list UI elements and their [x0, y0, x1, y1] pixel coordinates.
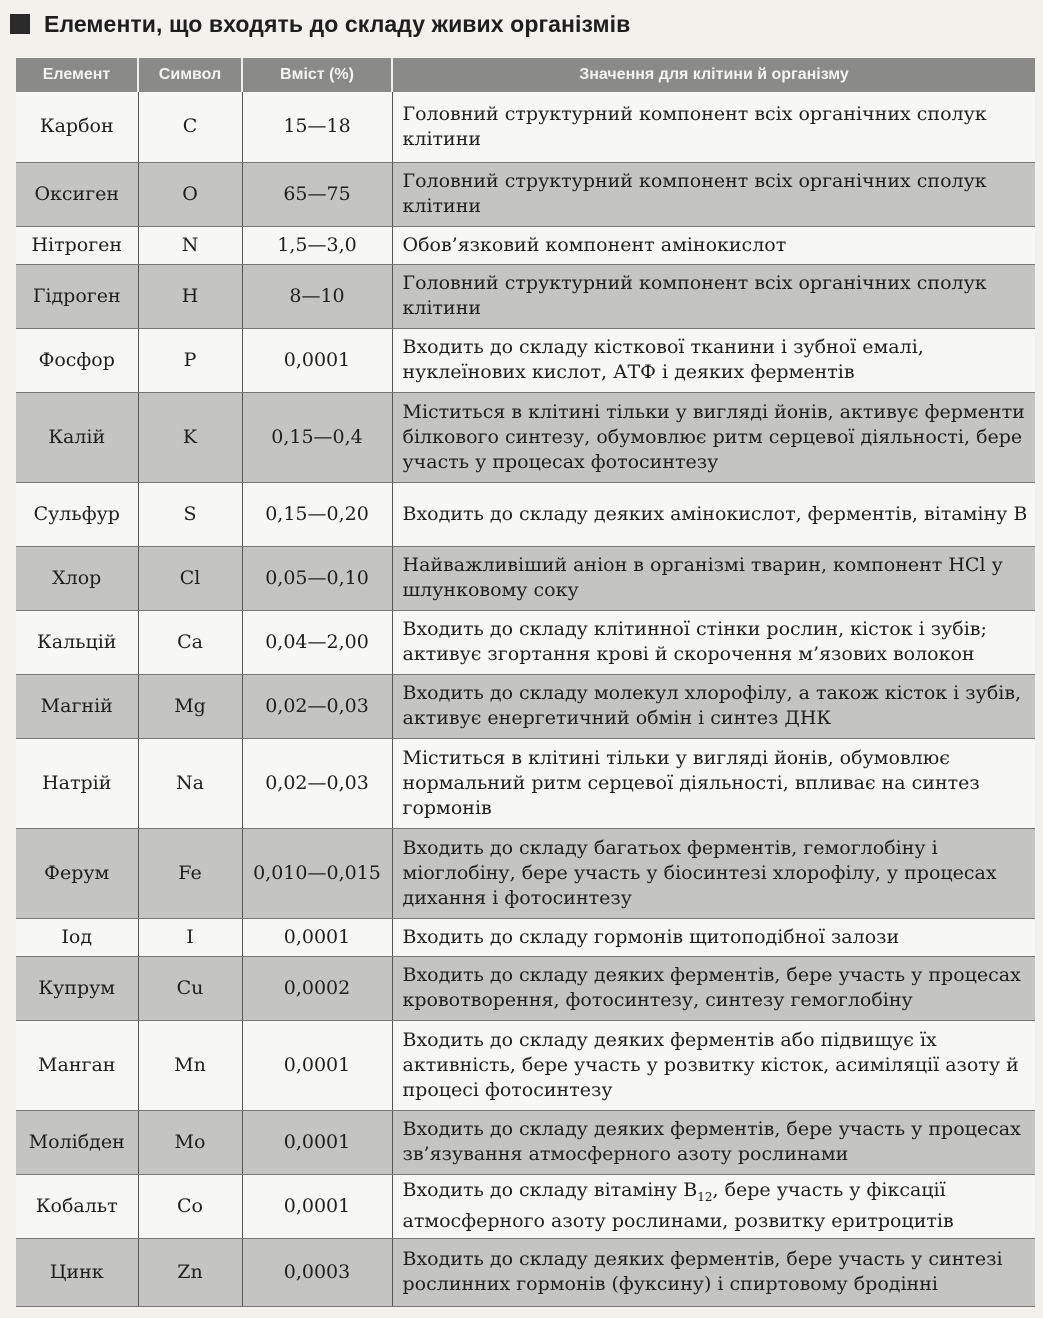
content-cell: 0,0003 — [242, 1238, 392, 1306]
element-cell: Нітроген — [16, 226, 138, 264]
table-row — [16, 1238, 1035, 1306]
table-row — [16, 738, 1035, 828]
table-row — [16, 1110, 1035, 1174]
symbol-cell: K — [138, 392, 242, 482]
role-cell: Міститься в клітині тільки у вигляді йонів, активує ферменти білкового синтезу, обумовлює ритм серцевої діяльності, бере участь у процесах фотосинтезу — [392, 392, 1035, 482]
element-cell: Оксиген — [16, 162, 138, 226]
content-cell: 0,02—0,03 — [242, 738, 392, 828]
header-content: Вміст (%) — [242, 58, 392, 92]
content-cell: 65—75 — [242, 162, 392, 226]
role-cell: Входить до складу клітинної стінки рослин, кісток і зубів; активує згортання крові й скорочення м’язових волокон — [392, 610, 1035, 674]
content-cell: 0,0001 — [242, 1020, 392, 1110]
element-cell: Ферум — [16, 828, 138, 918]
element-cell: Молібден — [16, 1110, 138, 1174]
role-cell: Головний структурний компонент всіх органічних сполук клітини — [392, 92, 1035, 162]
element-cell: Карбон — [16, 92, 138, 162]
header-symbol: Символ — [138, 58, 242, 92]
header-element: Елемент — [16, 58, 138, 92]
content-cell: 0,05—0,10 — [242, 546, 392, 610]
role-cell: Міститься в клітині тільки у вигляді йонів, обумовлює нормальний ритм серцевої діяльності, впливає на синтез гормонів — [392, 738, 1035, 828]
element-cell: Цинк — [16, 1238, 138, 1306]
element-cell: Гідроген — [16, 264, 138, 328]
element-cell: Купрум — [16, 956, 138, 1020]
role-text: , бере участь у фіксації атмосферного азоту рослинами, розвитку еритроцитів — [402, 1178, 954, 1233]
table-row — [16, 918, 1035, 956]
role-cell: Входить до складу багатьох ферментів, гемоглобіну і міоглобіну, бере участь у біосинтезі хлорофілу, у процесах дихання і фотосинтезу — [392, 828, 1035, 918]
content-cell: 0,0001 — [242, 918, 392, 956]
symbol-cell: Co — [138, 1174, 242, 1238]
role-cell: Входить до складу кісткової тканини і зубної емалі, нуклеїнових кислот, АТФ і деяких ферментів — [392, 328, 1035, 392]
symbol-cell: Ca — [138, 610, 242, 674]
table-header-row — [16, 58, 1035, 92]
element-cell: Кобальт — [16, 1174, 138, 1238]
symbol-cell: N — [138, 226, 242, 264]
content-cell: 1,5—3,0 — [242, 226, 392, 264]
role-cell: Входить до складу гормонів щитоподібної залози — [392, 918, 1035, 956]
symbol-cell: Cu — [138, 956, 242, 1020]
symbol-cell: O — [138, 162, 242, 226]
table-row — [16, 392, 1035, 482]
element-cell: Магній — [16, 674, 138, 738]
table-row — [16, 610, 1035, 674]
table-row — [16, 546, 1035, 610]
content-cell: 0,15—0,20 — [242, 482, 392, 546]
role-cell: Входить до складу деяких ферментів, бере участь у процесах кровотворення, фотосинтезу, синтезу гемоглобіну — [392, 956, 1035, 1020]
role-cell: Обов’язковий компонент амінокислот — [392, 226, 1035, 264]
symbol-cell: Cl — [138, 546, 242, 610]
table-row — [16, 674, 1035, 738]
role-text: Входить до складу вітаміну B — [402, 1178, 698, 1201]
element-cell: Калій — [16, 392, 138, 482]
heading-square-icon — [10, 14, 30, 34]
table-row — [16, 328, 1035, 392]
table-row — [16, 226, 1035, 264]
table-row — [16, 482, 1035, 546]
role-cell: Входить до складу молекул хлорофілу, а також кісток і зубів, активує енергетичний обмін і синтез ДНК — [392, 674, 1035, 738]
symbol-cell: Mn — [138, 1020, 242, 1110]
content-cell: 15—18 — [242, 92, 392, 162]
table-row — [16, 162, 1035, 226]
role-cell: Найважливіший аніон в організмі тварин, компонент HCl у шлунковому соку — [392, 546, 1035, 610]
heading-title: Елементи, що входять до складу живих організмів — [44, 10, 631, 37]
table-row — [16, 828, 1035, 918]
symbol-cell: Zn — [138, 1238, 242, 1306]
symbol-cell: Mo — [138, 1110, 242, 1174]
symbol-cell: P — [138, 328, 242, 392]
role-cell: Входить до складу деяких амінокислот, ферментів, вітаміну B — [392, 482, 1035, 546]
table-row — [16, 92, 1035, 162]
elements-table — [16, 58, 1035, 1307]
symbol-cell: C — [138, 92, 242, 162]
role-cell: Головний структурний компонент всіх органічних сполук клітини — [392, 162, 1035, 226]
content-cell: 0,0001 — [242, 328, 392, 392]
element-cell: Фосфор — [16, 328, 138, 392]
role-cell: Входить до складу деяких ферментів або підвищує їх активність, бере участь у розвитку кісток, асиміляції азоту й процесі фотосинтезу — [392, 1020, 1035, 1110]
content-cell: 0,010—0,015 — [242, 828, 392, 918]
symbol-cell: S — [138, 482, 242, 546]
header-role: Значення для клітини й організму — [392, 58, 1035, 92]
role-cell: Входить до складу деяких ферментів, бере участь у процесах зв’язування атмосферного азоту рослинами — [392, 1110, 1035, 1174]
symbol-cell: Na — [138, 738, 242, 828]
section-heading — [10, 6, 630, 42]
content-cell: 0,02—0,03 — [242, 674, 392, 738]
content-cell: 0,0002 — [242, 956, 392, 1020]
content-cell: 0,0001 — [242, 1110, 392, 1174]
role-subscript: 12 — [697, 1189, 713, 1204]
element-cell: Кальцій — [16, 610, 138, 674]
table-row — [16, 1174, 1035, 1238]
element-cell: Іод — [16, 918, 138, 956]
content-cell: 0,04—2,00 — [242, 610, 392, 674]
content-cell: 0,15—0,4 — [242, 392, 392, 482]
table-row — [16, 956, 1035, 1020]
symbol-cell: Fe — [138, 828, 242, 918]
symbol-cell: Mg — [138, 674, 242, 738]
role-cell: Головний структурний компонент всіх органічних сполук клітини — [392, 264, 1035, 328]
content-cell: 0,0001 — [242, 1174, 392, 1238]
table-row — [16, 264, 1035, 328]
table-row — [16, 1020, 1035, 1110]
element-cell: Сульфур — [16, 482, 138, 546]
role-cell: Входить до складу деяких ферментів, бере участь у синтезі рослинних гормонів (фуксину) і спиртовому бродінні — [392, 1238, 1035, 1306]
content-cell: 8—10 — [242, 264, 392, 328]
role-cell — [392, 1174, 1035, 1238]
symbol-cell: H — [138, 264, 242, 328]
element-cell: Хлор — [16, 546, 138, 610]
element-cell: Манган — [16, 1020, 138, 1110]
element-cell: Натрій — [16, 738, 138, 828]
symbol-cell: I — [138, 918, 242, 956]
